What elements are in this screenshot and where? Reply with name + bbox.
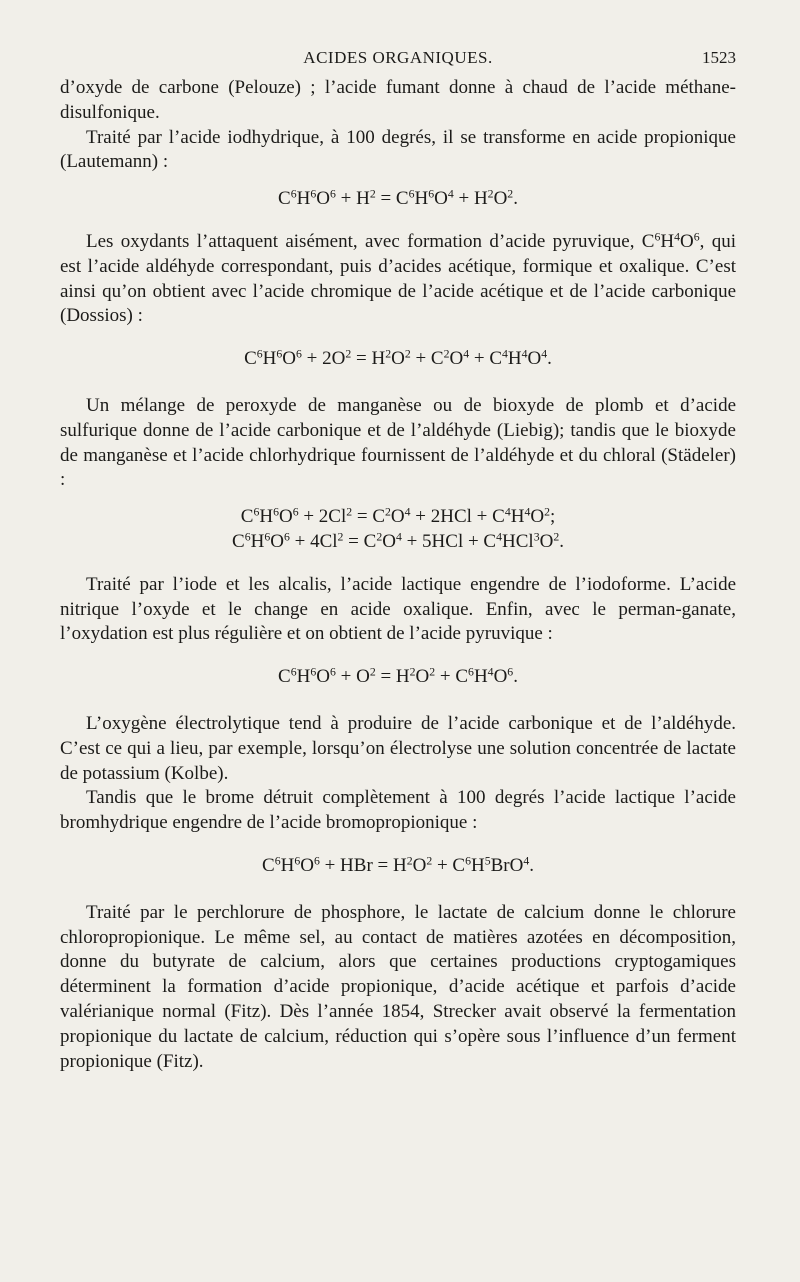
paragraph: Un mélange de peroxyde de manganèse ou de bioxyde de plomb et d’acide sulfurique donne de l’acide carbonique et de l’aldéhyde (Liebig); tandis que le bioxyde de manganèse et l’acide chlorhydrique fournissent de l’aldéhyde et du chloral (Städeler) : [60,394,736,491]
equation: $C^6H^6O^6 + H^2 = C^6H^6O^4 + H^2O^2$. [278,187,518,210]
equation: $C^6H^6O^6 + O^2 = H^2O^2 + C^6H^4O^6$. [278,665,518,688]
paragraph: Tandis que le brome détruit complètement à 100 degrés l’acide lactique l’acide bromhydrique engendre de l’acide bromopropionique : [60,787,736,834]
paragraph: Traité par l’iode et les alcalis, l’acide lactique engendre de l’iodoforme. L’acide nitrique l’oxyde et le change en acide oxalique. Enfin, avec le perman-ganate, l’oxydation est plus régulière et on obtient de l’acide pyruvique : [60,573,736,645]
running-title: ACIDES ORGANIQUES. [303,48,493,67]
equation: $C^6H^6O^6 + 2Cl^2 = C^2O^4 + 2HCl + C^4H^4O^2$; [240,505,556,528]
paragraph: L’oxygène électrolytique tend à produire de l’acide carbonique et de l’aldéhyde. C’est ce qui a lieu, par exemple, lorsqu’on électrolyse une solution concentrée de lactate de potassium (Kolbe). [60,712,736,784]
equation: $C^6H^6O^6 + 2O^2 = H^2O^2 + C^2O^4 + C^4H^4O^4$. [244,347,552,370]
paragraph: Traité par le perchlorure de phosphore, le lactate de calcium donne le chlorure chloropropionique. Le même sel, au contact de matières azotées en décomposition, donne du butyrate de calcium, alors que certaines productions cryptogamiques déterminent la formation d’acide propionique, d’acide acétique et parfois d’acide valérianique normal (Fitz). Dès l’année 1854, Strecker avait observé la fermentation propionique du lactate de calcium, réduction qui s’opère sous l’influence d’un ferment propionique (Fitz). [60,901,736,1072]
paragraph: d’oxyde de carbone (Pelouze) ; l’acide fumant donne à chaud de l’acide méthane-disulfonique. [60,77,736,123]
page-number: 1523 [702,48,736,67]
equation: $C^6H^6O^6$ + HBr = $H^2O^2 + C^6H^5BrO^4$. [262,854,534,876]
paragraph: Les oxydants l’attaquent aisément, avec formation d’acide pyruvique, $C^6H^4O^6$, qui est l’acide aldéhyde correspondant, puis d’acides acétique, formique et oxalique. C’est ainsi qu’on obtient avec l’acide chromique de l’acide acétique et de l’acide carbonique (Dossios) : [60,230,737,327]
running-header [60,48,736,72]
page-body [60,76,736,1074]
equation: $C^6H^6O^6 + 4Cl^2 = C^2O^4 + 5HCl + C^4HCl^3O^2$. [232,530,564,552]
paragraph: Traité par l’acide iodhydrique, à 100 degrés, il se transforme en acide propionique (Lautemann) : [60,126,736,173]
